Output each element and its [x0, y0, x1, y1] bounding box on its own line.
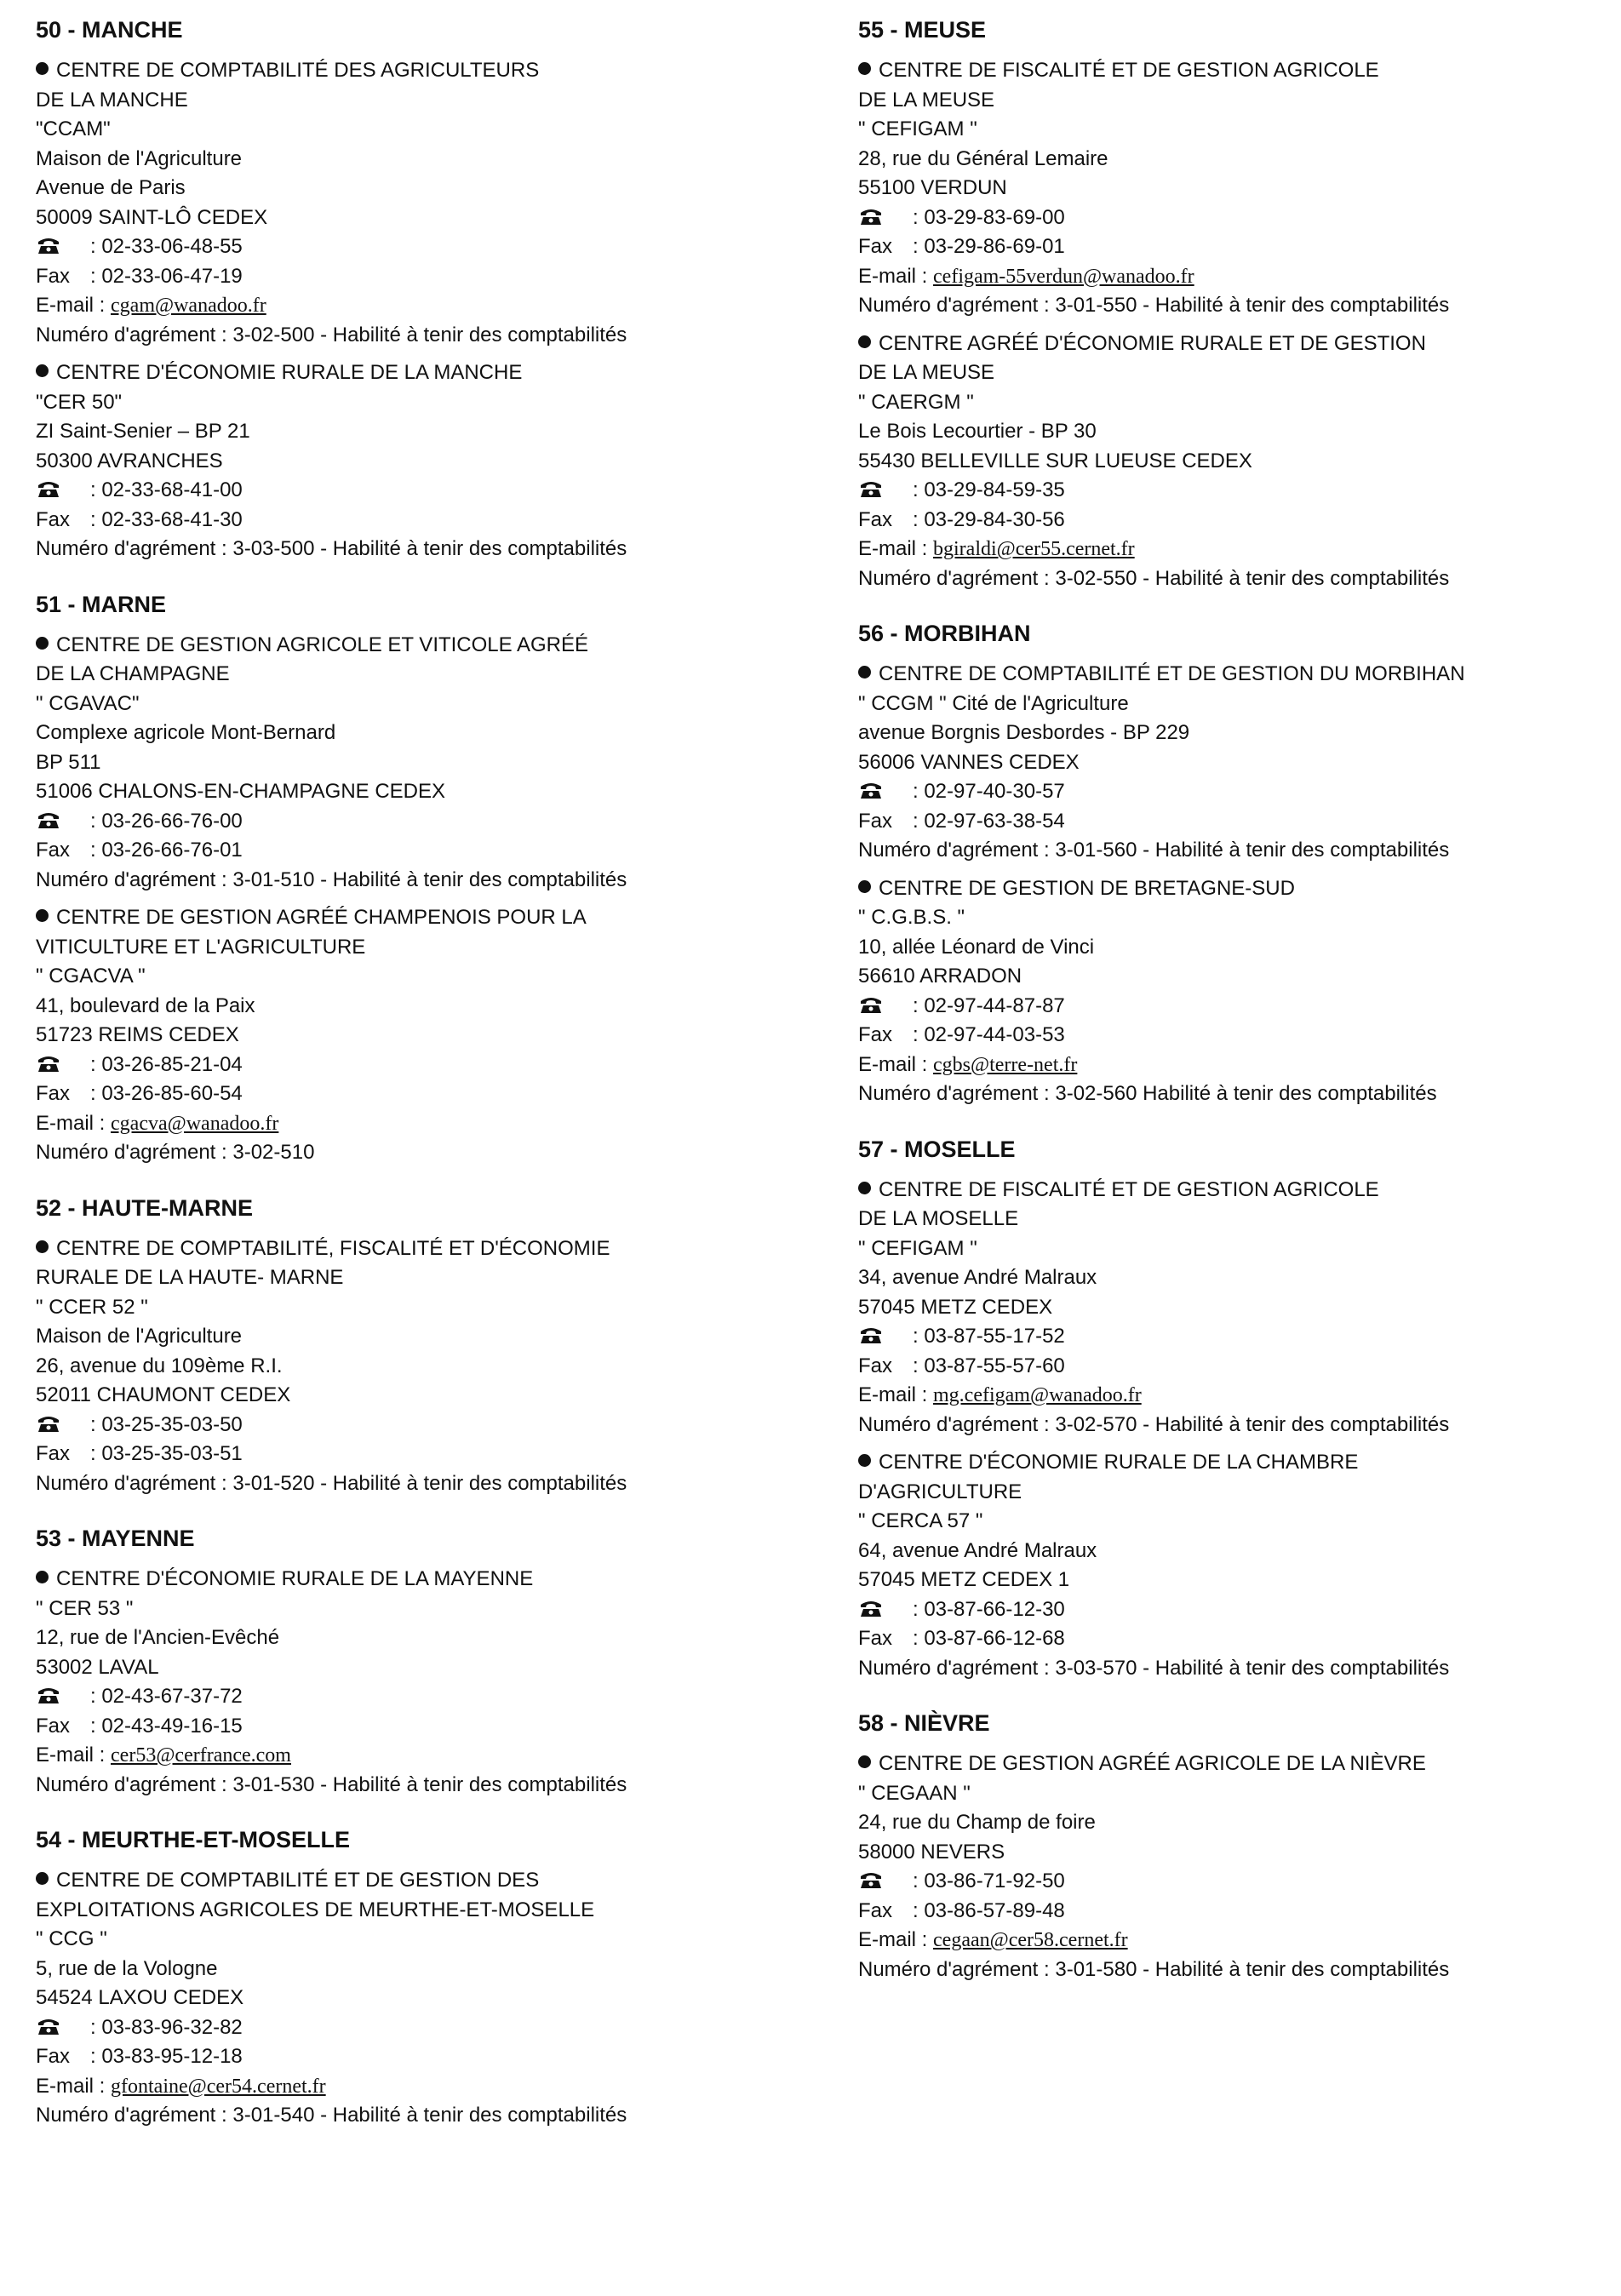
fax-line: [36, 2042, 802, 2072]
fax-line: [36, 262, 802, 292]
centre-name-text: CENTRE DE GESTION AGRÉÉ AGRICOLE DE LA NIÈVRE: [879, 1752, 1426, 1775]
centre-entry: [858, 1448, 1607, 1683]
centre-name-text: CENTRE D'ÉCONOMIE RURALE DE LA MANCHE: [56, 361, 523, 384]
agrement-line: Numéro d'agrément : 3-03-500 - Habilité à tenir des comptabilités: [36, 537, 627, 560]
bullet-icon: [36, 1240, 49, 1253]
centre-name-text: RURALE DE LA HAUTE- MARNE: [36, 1266, 344, 1289]
address-line: 53002 LAVAL: [36, 1655, 159, 1679]
centre-entry: [36, 56, 802, 350]
agrement-line: Numéro d'agrément : 3-02-550 - Habilité à tenir des comptabilités: [858, 566, 1450, 590]
address-line: avenue Borgnis Desbordes - BP 229: [858, 721, 1190, 744]
left-column: [36, 15, 802, 2156]
email-line: [36, 291, 802, 321]
email-link[interactable]: mg.cefigam@wanadoo.fr: [933, 1384, 1142, 1406]
centre-name-text: CENTRE DE GESTION DE BRETAGNE-SUD: [879, 876, 1295, 900]
centre-name-text: CENTRE D'ÉCONOMIE RURALE DE LA CHAMBRE: [879, 1451, 1359, 1474]
fax-line: [858, 1021, 1607, 1051]
centre-name-text: CENTRE DE FISCALITÉ ET DE GESTION AGRICOLE: [879, 59, 1379, 82]
address-line: 34, avenue André Malraux: [858, 1266, 1097, 1289]
agrement-line: Numéro d'agrément : 3-01-510 - Habilité à tenir des comptabilités: [36, 867, 627, 891]
centre-name-text: CENTRE DE COMPTABILITÉ, FISCALITÉ ET D'ÉCONOMIE: [56, 1236, 610, 1260]
phone-line: [858, 992, 1607, 1022]
phone-label: [858, 992, 913, 1022]
centre-entry: [858, 56, 1607, 321]
email-link[interactable]: bgiraldi@cer55.cernet.fr: [933, 538, 1135, 560]
centre-entry: [36, 903, 802, 1168]
address-line: 24, rue du Champ de foire: [858, 1811, 1096, 1834]
bullet-icon: [36, 1571, 49, 1583]
phone-line: [36, 1411, 802, 1440]
fax-line: [36, 1712, 802, 1742]
phone-label: [858, 1322, 913, 1352]
department-section: [858, 1135, 1607, 1684]
centre-name: [36, 1565, 802, 1595]
phone-line: [36, 807, 802, 837]
department-section: [36, 1825, 802, 2131]
agrement-line: Numéro d'agrément : 3-01-560 - Habilité à tenir des comptabilités: [858, 839, 1450, 862]
centre-name-text: CENTRE DE COMPTABILITÉ ET DE GESTION DU MORBIHAN: [879, 662, 1465, 685]
fax-label: Fax: [36, 1442, 71, 1465]
centre-name: [858, 1176, 1607, 1205]
department-title: 52 - HAUTE-MARNE: [36, 1194, 254, 1221]
centre-name-text: VITICULTURE ET L'AGRICULTURE: [36, 935, 366, 959]
address-line: BP 511: [36, 750, 101, 774]
fax-number: : 03-87-55-57-60: [913, 1354, 1065, 1377]
address-line: 12, rue de l'Ancien-Evêché: [36, 1626, 280, 1649]
phone-line: [36, 232, 802, 262]
phone-number: : 03-29-84-59-35: [913, 478, 1065, 501]
phone-label: [858, 203, 913, 233]
phone-label: [36, 476, 90, 506]
phone-number: : 03-26-66-76-00: [90, 809, 243, 833]
centre-acronym: " CER 53 ": [36, 1596, 134, 1620]
fax-label: Fax: [36, 839, 71, 862]
department-title: 54 - MEURTHE-ET-MOSELLE: [36, 1827, 351, 1852]
centre-entry: [36, 358, 802, 564]
centre-name: [858, 874, 1607, 904]
phone-label: [858, 1867, 913, 1897]
bullet-icon: [858, 1454, 871, 1467]
bullet-icon: [858, 666, 871, 678]
phone-label: [858, 476, 913, 506]
phone-line: [36, 1682, 802, 1712]
fax-number: : 03-87-66-12-68: [913, 1627, 1065, 1650]
address-line: 56610 ARRADON: [858, 965, 1022, 988]
agrement-line: Numéro d'agrément : 3-01-520 - Habilité à tenir des comptabilités: [36, 1471, 627, 1495]
fax-label: Fax: [858, 1023, 893, 1046]
fax-number: : 02-43-49-16-15: [90, 1714, 243, 1738]
address-line: 54524 LAXOU CEDEX: [36, 1986, 244, 2009]
centre-name-text: DE LA CHAMPAGNE: [36, 662, 230, 685]
agrement-line: Numéro d'agrément : 3-01-530 - Habilité à tenir des comptabilités: [36, 1772, 627, 1796]
telephone-icon: [36, 809, 61, 827]
centre-name-text: CENTRE DE FISCALITÉ ET DE GESTION AGRICOLE: [879, 1177, 1379, 1201]
centre-name-text: CENTRE DE COMPTABILITÉ DES AGRICULTEURS: [56, 59, 540, 82]
fax-line: [858, 1352, 1607, 1382]
bullet-icon: [858, 1755, 871, 1768]
centre-entry: [36, 631, 802, 896]
fax-number: : 02-97-44-03-53: [913, 1023, 1065, 1046]
email-link[interactable]: cefigam-55verdun@wanadoo.fr: [933, 265, 1194, 288]
agrement-line: Numéro d'agrément : 3-02-510: [36, 1141, 315, 1164]
telephone-icon: [36, 234, 61, 253]
phone-number: : 02-33-06-48-55: [90, 235, 243, 258]
centre-name: [36, 631, 802, 661]
phone-line: [36, 476, 802, 506]
fax-label: Fax: [858, 809, 893, 833]
centre-name: [36, 933, 802, 963]
telephone-icon: [858, 478, 884, 496]
bullet-icon: [858, 62, 871, 75]
department-section: [36, 1194, 802, 1499]
bullet-icon: [36, 1872, 49, 1885]
agrement-line: Numéro d'agrément : 3-01-550 - Habilité à tenir des comptabilités: [858, 294, 1450, 317]
fax-line: [858, 1624, 1607, 1654]
fax-line: [858, 232, 1607, 262]
centre-name: [858, 1448, 1607, 1478]
department-section: [858, 15, 1607, 593]
centre-name: [36, 1263, 802, 1293]
email-label: E-mail :: [858, 1928, 934, 1951]
phone-line: [858, 1322, 1607, 1352]
centre-name-text: DE LA MEUSE: [858, 361, 995, 384]
phone-line: [858, 777, 1607, 807]
centre-acronym: " C.G.B.S. ": [858, 906, 965, 929]
telephone-icon: [858, 205, 884, 224]
email-line: [36, 2072, 802, 2102]
email-label: E-mail :: [36, 2074, 112, 2098]
centre-name-text: CENTRE DE GESTION AGRÉÉ CHAMPENOIS POUR LA: [56, 906, 587, 929]
phone-label: [36, 807, 90, 837]
address-line: 50009 SAINT-LÔ CEDEX: [36, 205, 268, 229]
address-line: 51723 REIMS CEDEX: [36, 1023, 239, 1046]
centre-name-text: D'AGRICULTURE: [858, 1480, 1022, 1503]
address-line: 64, avenue André Malraux: [858, 1538, 1097, 1562]
fax-label: Fax: [36, 264, 71, 288]
centre-name: [858, 660, 1607, 690]
fax-line: [858, 506, 1607, 535]
email-label: E-mail :: [36, 1743, 112, 1766]
centre-acronym: " CEFIGAM ": [858, 117, 977, 140]
centre-entry: [36, 1866, 802, 2131]
address-line: Le Bois Lecourtier - BP 30: [858, 420, 1097, 443]
address-line: Avenue de Paris: [36, 176, 186, 199]
email-label: E-mail :: [858, 264, 934, 288]
address-line: Maison de l'Agriculture: [36, 146, 243, 170]
centre-name-text: CENTRE AGRÉÉ D'ÉCONOMIE RURALE ET DE GESTION: [879, 331, 1426, 355]
centre-acronym: " CEFIGAM ": [858, 1236, 977, 1260]
address-line: ZI Saint-Senier – BP 21: [36, 420, 250, 443]
fax-number: : 03-25-35-03-51: [90, 1442, 243, 1465]
centre-name: [858, 358, 1607, 388]
email-line: [858, 1926, 1607, 1955]
address-line: 57045 METZ CEDEX 1: [858, 1568, 1070, 1591]
centre-acronym: " CGACVA ": [36, 965, 146, 988]
email-line: [36, 1741, 802, 1771]
email-link[interactable]: cgam@wanadoo.fr: [111, 295, 266, 317]
telephone-icon: [36, 1412, 61, 1431]
centre-entry: [858, 329, 1607, 594]
email-line: [36, 1109, 802, 1139]
fax-label: Fax: [36, 1082, 71, 1105]
department-title: 57 - MOSELLE: [858, 1136, 1016, 1162]
phone-label: [858, 1595, 913, 1625]
email-label: E-mail :: [858, 1383, 934, 1406]
centre-name: [36, 56, 802, 86]
centre-name-text: DE LA MOSELLE: [858, 1207, 1019, 1230]
fax-label: Fax: [36, 507, 71, 531]
centre-acronym: " CCGM " Cité de l'Agriculture: [858, 691, 1129, 715]
phone-label: [36, 1682, 90, 1712]
fax-label: Fax: [858, 235, 893, 258]
email-link[interactable]: gfontaine@cer54.cernet.fr: [111, 2075, 326, 2098]
department-section: [858, 1709, 1607, 1984]
telephone-icon: [858, 1324, 884, 1343]
centre-entry: [858, 1749, 1607, 1984]
centre-name-text: CENTRE DE COMPTABILITÉ ET DE GESTION DES: [56, 1869, 540, 1892]
centre-name: [858, 1749, 1607, 1779]
phone-number: : 03-87-66-12-30: [913, 1597, 1065, 1621]
fax-number: : 02-33-06-47-19: [90, 264, 243, 288]
agrement-line: Numéro d'agrément : 3-03-570 - Habilité à tenir des comptabilités: [858, 1656, 1450, 1680]
department-section: [36, 1524, 802, 1800]
centre-acronym: "CCAM": [36, 117, 111, 140]
address-line: 58000 NEVERS: [858, 1840, 1005, 1864]
department-title: 53 - MAYENNE: [36, 1526, 195, 1551]
bullet-icon: [36, 62, 49, 75]
fax-number: : 03-26-66-76-01: [90, 839, 243, 862]
bullet-icon: [858, 335, 871, 348]
centre-name: [858, 1205, 1607, 1234]
fax-label: Fax: [36, 1714, 71, 1738]
department-title: 58 - NIÈVRE: [858, 1710, 990, 1736]
address-line: 57045 METZ CEDEX: [858, 1295, 1053, 1319]
phone-number: : 03-25-35-03-50: [90, 1412, 243, 1436]
address-line: 41, boulevard de la Paix: [36, 993, 255, 1017]
centre-name: [858, 56, 1607, 86]
address-line: 26, avenue du 109ème R.I.: [36, 1354, 283, 1377]
right-column: [858, 15, 1607, 2010]
centre-name: [858, 86, 1607, 116]
department-title: 56 - MORBIHAN: [858, 621, 1031, 646]
centre-name: [858, 329, 1607, 359]
bullet-icon: [36, 909, 49, 922]
phone-label: [36, 2013, 90, 2043]
fax-number: : 03-83-95-12-18: [90, 2045, 243, 2068]
centre-acronym: " CGAVAC": [36, 691, 140, 715]
email-label: E-mail :: [36, 294, 112, 317]
centre-name: [36, 1896, 802, 1926]
email-line: [858, 535, 1607, 564]
phone-number: : 03-29-83-69-00: [913, 205, 1065, 229]
telephone-icon: [36, 2015, 61, 2034]
fax-number: : 02-97-63-38-54: [913, 809, 1065, 833]
centre-name: [36, 358, 802, 388]
phone-label: [36, 1411, 90, 1440]
centre-acronym: " CEGAAN ": [858, 1781, 971, 1805]
phone-label: [36, 232, 90, 262]
telephone-icon: [36, 1684, 61, 1703]
centre-name-text: CENTRE DE GESTION AGRICOLE ET VITICOLE AGRÉÉ: [56, 633, 589, 656]
phone-line: [36, 2013, 802, 2043]
agrement-line: Numéro d'agrément : 3-01-540 - Habilité à tenir des comptabilités: [36, 2104, 627, 2127]
phone-number: : 02-97-44-87-87: [913, 993, 1065, 1017]
centre-name: [36, 1866, 802, 1896]
telephone-icon: [36, 1052, 61, 1071]
fax-line: [36, 836, 802, 866]
address-line: 5, rue de la Vologne: [36, 1956, 218, 1980]
centre-name-text: EXPLOITATIONS AGRICOLES DE MEURTHE-ET-MOSELLE: [36, 1898, 595, 1921]
centre-entry: [858, 660, 1607, 866]
telephone-icon: [858, 993, 884, 1012]
fax-number: : 03-86-57-89-48: [913, 1898, 1065, 1922]
centre-entry: [36, 1234, 802, 1499]
fax-number: : 02-33-68-41-30: [90, 507, 243, 531]
telephone-icon: [858, 779, 884, 798]
centre-name-text: DE LA MANCHE: [36, 88, 188, 112]
phone-number: : 02-33-68-41-00: [90, 478, 243, 501]
centre-name-text: DE LA MEUSE: [858, 88, 995, 112]
phone-label: [36, 1051, 90, 1080]
centre-name: [858, 1478, 1607, 1508]
department-section: [36, 15, 802, 564]
centre-acronym: " CCG ": [36, 1927, 107, 1950]
address-line: 56006 VANNES CEDEX: [858, 750, 1080, 774]
address-line: 51006 CHALONS-EN-CHAMPAGNE CEDEX: [36, 780, 446, 803]
department-section: [36, 590, 802, 1168]
centre-name: [36, 660, 802, 690]
phone-label: [858, 777, 913, 807]
department-title: 50 - MANCHE: [36, 17, 183, 43]
bullet-icon: [36, 637, 49, 650]
address-line: 28, rue du Général Lemaire: [858, 146, 1108, 170]
fax-line: [36, 506, 802, 535]
centre-name-text: CENTRE D'ÉCONOMIE RURALE DE LA MAYENNE: [56, 1567, 534, 1590]
phone-number: : 03-26-85-21-04: [90, 1052, 243, 1076]
fax-line: [36, 1079, 802, 1109]
phone-line: [858, 1867, 1607, 1897]
phone-number: : 03-86-71-92-50: [913, 1869, 1065, 1892]
phone-number: : 02-97-40-30-57: [913, 780, 1065, 803]
centre-entry: [858, 874, 1607, 1109]
fax-label: Fax: [858, 507, 893, 531]
telephone-icon: [858, 1597, 884, 1616]
phone-line: [858, 1595, 1607, 1625]
address-line: 52011 CHAUMONT CEDEX: [36, 1383, 291, 1406]
centre-entry: [858, 1176, 1607, 1440]
phone-number: : 03-83-96-32-82: [90, 2015, 243, 2039]
address-line: 55430 BELLEVILLE SUR LUEUSE CEDEX: [858, 449, 1252, 472]
email-label: E-mail :: [858, 537, 934, 560]
department-title: 55 - MEUSE: [858, 17, 987, 43]
address-line: 10, allée Léonard de Vinci: [858, 935, 1095, 959]
centre-acronym: "CER 50": [36, 390, 123, 414]
email-line: [858, 1051, 1607, 1080]
address-line: 55100 VERDUN: [858, 176, 1007, 199]
email-link[interactable]: cgacva@wanadoo.fr: [111, 1112, 279, 1135]
telephone-icon: [858, 1869, 884, 1887]
agrement-line: Numéro d'agrément : 3-02-500 - Habilité à tenir des comptabilités: [36, 323, 627, 346]
centre-acronym: " CERCA 57 ": [858, 1509, 983, 1532]
fax-number: : 03-29-86-69-01: [913, 235, 1065, 258]
bullet-icon: [858, 880, 871, 893]
email-link[interactable]: cgbs@terre-net.fr: [933, 1053, 1078, 1076]
fax-label: Fax: [858, 1898, 893, 1922]
centre-acronym: " CAERGM ": [858, 390, 974, 414]
phone-line: [858, 476, 1607, 506]
email-link[interactable]: cer53@cerfrance.com: [111, 1744, 291, 1766]
email-label: E-mail :: [36, 1111, 112, 1135]
fax-line: [858, 807, 1607, 837]
email-link[interactable]: cegaan@cer58.cernet.fr: [933, 1929, 1128, 1951]
fax-number: : 03-29-84-30-56: [913, 507, 1065, 531]
phone-line: [36, 1051, 802, 1080]
phone-number: : 03-87-55-17-52: [913, 1325, 1065, 1348]
bullet-icon: [36, 364, 49, 377]
email-line: [858, 1381, 1607, 1411]
fax-label: Fax: [858, 1354, 893, 1377]
address-line: Complexe agricole Mont-Bernard: [36, 721, 336, 744]
email-label: E-mail :: [858, 1052, 934, 1076]
address-line: Maison de l'Agriculture: [36, 1325, 243, 1348]
centre-name: [36, 903, 802, 933]
fax-number: : 03-26-85-60-54: [90, 1082, 243, 1105]
department-title: 51 - MARNE: [36, 591, 167, 617]
agrement-line: Numéro d'agrément : 3-02-560 Habilité à tenir des comptabilités: [858, 1082, 1437, 1105]
address-line: 50300 AVRANCHES: [36, 449, 223, 472]
bullet-icon: [858, 1182, 871, 1194]
fax-label: Fax: [36, 2045, 71, 2068]
email-line: [858, 262, 1607, 292]
fax-line: [36, 1440, 802, 1469]
agrement-line: Numéro d'agrément : 3-02-570 - Habilité à tenir des comptabilités: [858, 1412, 1450, 1436]
centre-name: [36, 1234, 802, 1264]
phone-line: [858, 203, 1607, 233]
centre-entry: [36, 1565, 802, 1800]
phone-number: : 02-43-67-37-72: [90, 1685, 243, 1708]
centre-name: [36, 86, 802, 116]
telephone-icon: [36, 478, 61, 496]
centre-acronym: " CCER 52 ": [36, 1295, 148, 1319]
fax-line: [858, 1897, 1607, 1927]
fax-label: Fax: [858, 1627, 893, 1650]
agrement-line: Numéro d'agrément : 3-01-580 - Habilité à tenir des comptabilités: [858, 1957, 1450, 1981]
department-section: [858, 619, 1607, 1109]
